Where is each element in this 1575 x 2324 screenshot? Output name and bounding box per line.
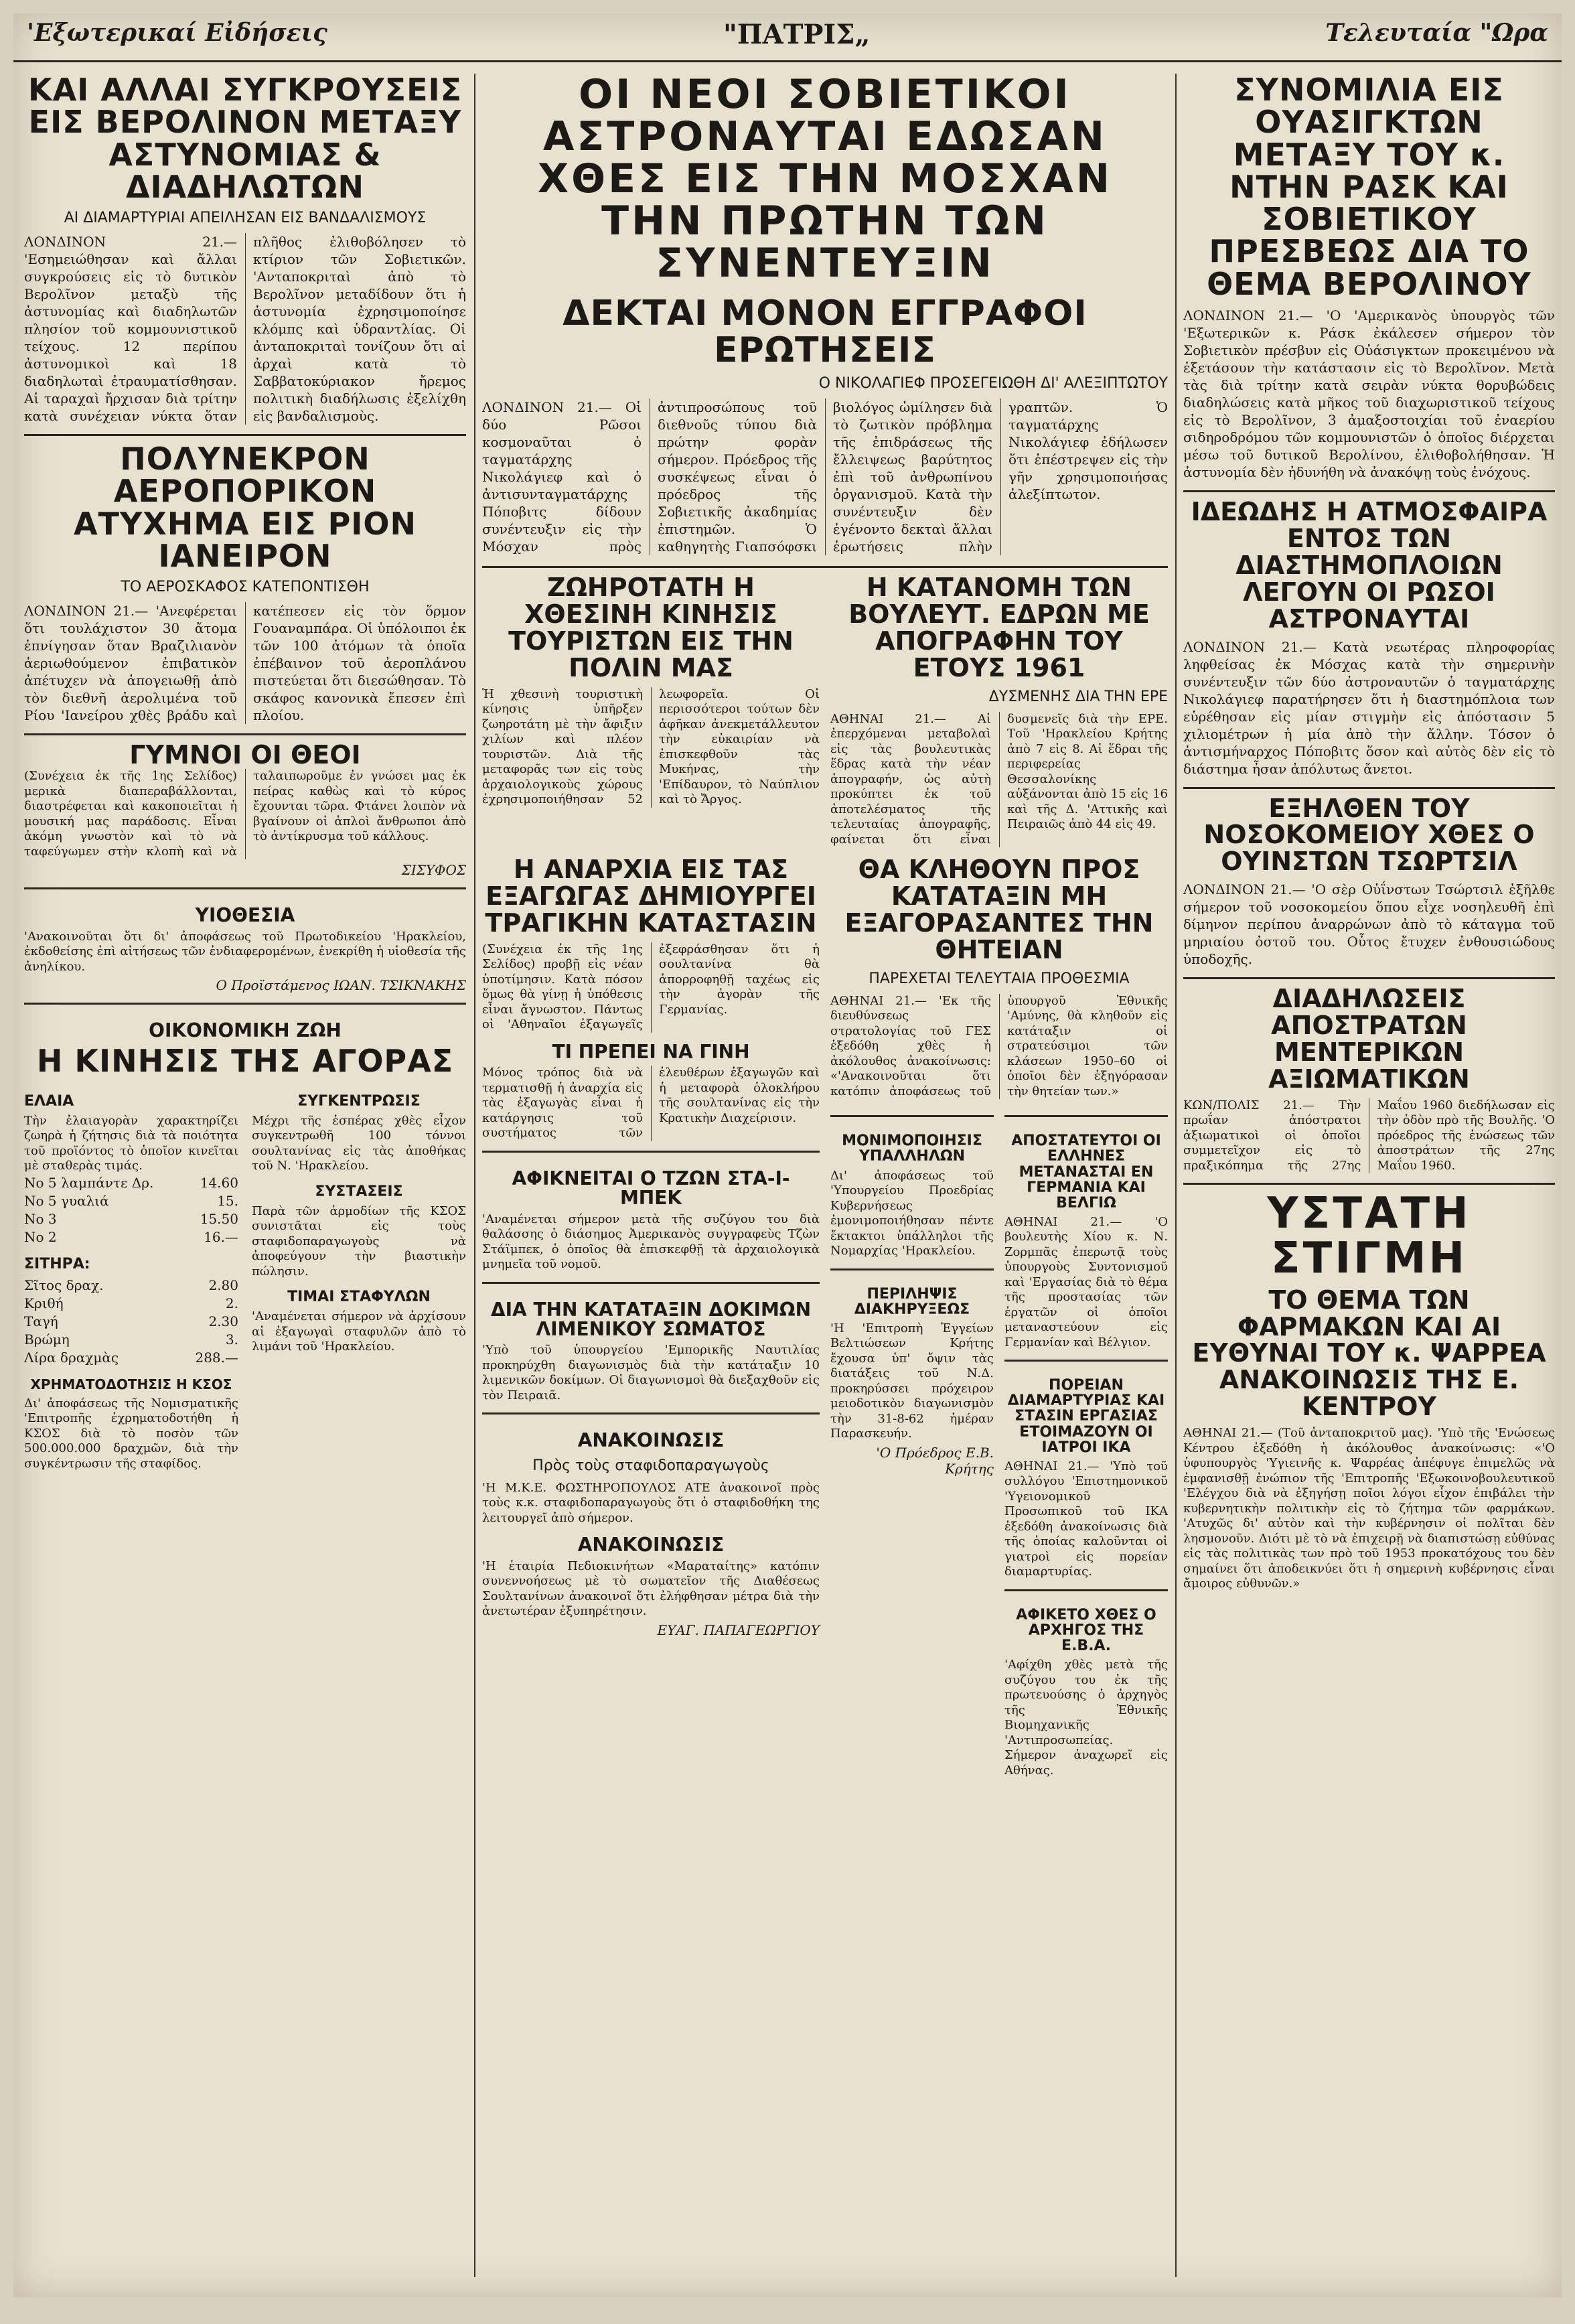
gods-body: (Συνέχεια ἐκ τῆς 1ης Σελίδος) μερικὰ διαπεραβάλλονται, διαστρέφεται καὶ κακοποιεῖται ἡ μουσική μας παράδοσις. Εἶναι ἀκόμη γνωστὸν καὶ τὸ νὰ ταφεύγωμεν στὴν κλοπὴ καὶ νὰ ταλαιπωροῦμε ἐν γνώσει μας ἐκ πείρας καθὼς καὶ τὸ κύρος ἔχουνται τῶρα. Φτάνει λοιπὸν νὰ βγαίνουν οἱ ἁπλοὶ ἄνθρωποι ἀπὸ τὸ ἀντίκρυσμα τοῦ κάλλους. (24, 769, 466, 859)
right-column (1183, 74, 1555, 2277)
adoption-signature: Ο Προϊστάμενος ΙΩΑΝ. ΤΣΙΚΝΑΚΗΣ (216, 977, 466, 994)
grain-heading: ΣΙΤΗΡΑ: (24, 1255, 90, 1273)
ika-headline: ΠΟΡΕΙΑΝ ΔΙΑΜΑΡΤΥΡΙΑΣ ΚΑΙ ΣΤΑΣΙΝ ΕΡΓΑΣΙΑΣ ΕΤΟΙΜΑΖΟΥΝ ΟΙ ΙΑΤΡΟΙ ΙΚΑ (1007, 1377, 1165, 1456)
adoption-notice (24, 887, 466, 993)
price-row (24, 1349, 238, 1367)
price-row (24, 1174, 238, 1192)
price-label: Σῖτος δραχ. (24, 1277, 104, 1293)
grain-price-list (24, 1277, 238, 1367)
price-row (24, 1192, 238, 1210)
price-label: Ταγή (24, 1313, 58, 1329)
brazil-headline: ΠΟΛΥΝΕΚΡΟΝ ΑΕΡΟΠΟΡΙΚΟΝ ΑΤΥΧΗΜΑ ΕΙΣ ΡΙΟΝ ΙΑΝΕΙΡΟΝ (73, 441, 417, 575)
eda-headline: ΑΦΙΚΕΤΟ ΧΘΕΣ Ο ΑΡΧΗΓΟΣ ΤΗΣ Ε.Β.Α. (1016, 1606, 1156, 1654)
oil-text: Τὴν ἐλαιαγορὰν χαρακτηρίζει ζωηρὰ ἡ ζήτησις διὰ τὰ ποιότητα τοῦ προϊόντος τὸ ὁποῖον κινεῖται μὲ σταθερὰς τιμάς. (24, 1113, 238, 1173)
anarchy-article (482, 857, 820, 1778)
price-value: 14.60 (200, 1174, 238, 1191)
circulars-body: 'Η 'Επιτροπὴ Ἐγγείων Βελτιώσεων Κρήτης ἔχουσα ὑπ' ὄψιν τὰς διατάξεις τοῦ Ν.Δ. προκηρύσσει πρόχειρον μειοδοτικὸν διαγωνισμὸν τὴν 31-8-62 ἡμέραν Παρασκευήν. (830, 1321, 994, 1441)
price-row (24, 1228, 238, 1246)
last-minute-headline: ΥΣΤΑΤΗ ΣΤΙΓΜΗ (1267, 1189, 1471, 1284)
brazil-subtitle: ΤΟ ΑΕΡΟΣΚΑΦΟΣ ΚΑΤΕΠΟΝΤΙΣΘΗ (121, 579, 370, 596)
tourists-article (482, 575, 820, 847)
ports-headline: ΔΙΑ ΤΗΝ ΚΑΤΑΤΑΞΙΝ ΔΟΚΙΜΩΝ ΛΙΜΕΝΙΚΟΥ ΣΩΜΑΤΟΣ (490, 1298, 812, 1340)
atmosphere-headline: ΙΔΕΩΔΗΣ Η ΑΤΜΟΣΦΑΙΡΑ ΕΝΤΟΣ ΤΩΝ ΔΙΑΣΤΗΜΟΠΛΟΙΩΝ ΛΕΓΟΥΝ ΟΙ ΡΩΣΟΙ ΑΣΤΡΟΝΑΥΤΑΙ (1191, 497, 1548, 634)
column-rule (474, 74, 475, 2277)
soviet-deck: Ο ΝΙΚΟΛΑΓΙΕΦ ΠΡΟΣΕΓΕΙΩΘΗ ΔΙ' ΑΛΕΞΙΠΤΩΤΟΥ (818, 375, 1168, 392)
brazil-article (24, 434, 466, 724)
price-value: 2. (225, 1295, 238, 1311)
price-label: Νο 5 λαμπάντε Δρ. (24, 1174, 154, 1191)
hq-text: 'Αναμένεται σήμερον νὰ ἀρχίσουν αἱ ἐξαγωγαὶ σταφυλῶν ἀπὸ τὸ λιμάνι τοῦ 'Ηρακλείου. (252, 1309, 466, 1354)
tourists-body: Ἡ χθεσινὴ τουριστικὴ κίνησις ὑπῆρξεν ζωηροτάτη μὲ τὴν ἄφιξιν χιλίων καὶ πλέον τουριστῶν. Διὰ τῆς μεταφορᾶς των εἰς τοὺς ἀρχαιολογικοὺς χώρους ἐχρησιμοποιήθησαν 52 λεωφορεῖα. Οἱ περισσότεροι τούτων δὲν ἀφῆκαν ἀνεκμετάλλευτον τὴν εὐκαιρίαν νὰ ἐπισκεφθοῦν τὰς Μυκήνας, τὴν 'Επίδαυρον, τὸ Ναύπλιον καὶ τὸ Ἄργος. (482, 686, 820, 807)
seats-article (830, 575, 1168, 847)
seats-body: ΑΘΗΝΑΙ 21.— Αἱ ἐπερχόμεναι μεταβολαὶ εἰς τὰς βουλευτικὰς ἕδρας κατὰ τὴν νέαν ἀπογραφήν, ὡς αὐτὴ προκύπτει ἐκ τοῦ ἀποτελέσματος τῆς τελευταίας ἀπογραφῆς, φαίνεται ὅτι εἶναι δυσμενεῖς διὰ τὴν ΕΡΕ. Τοῦ 'Ηρακλείου Κρήτης ἀπὸ 7 εἰς 8. Αἱ ἕδραι τῆς περιφερείας Θεσσαλονίκης αὐξάνονται ἀπὸ 15 εἰς 16 καὶ τῆς Δ. 'Αττικῆς καὶ Πειραιῶς ἀπὸ 44 εἰς 49. (830, 711, 1168, 847)
kilgore-body: ΛΟΝΔΙΝΟΝ 21.— 'Ο 'Αμερικανὸς ὑπουργὸς τῶν 'Εξωτερικῶν κ. Ράσκ ἐκάλεσεν σήμερον τὸν Σοβιετικὸν πρέσβυν εἰς Οὐάσιγκτων προκειμένου νὰ ἐξετάσουν τὴν κατάστασιν εἰς τὸ Βερολῖνον. Μετὰ τὰς διὰ τρίτην κατὰ σειρὰν νύκτα θορυβώδεις διαδηλώσεις κατὰ μῆκος τοῦ διαχωριστικοῦ τείχους εἰς τὸ Βερολῖνον, 3 ἀμαξοστοιχίαι τοῦ ἐναερίου σιδηροδρόμου τῶν κομμουνιστῶν ὁ ὁποῖος διέρχεται μέσω τοῦ δυτικοῦ Βερολίνου, ἐλιθοβολήθησαν. Ἡ ἀστυνομία δὲν ἠδυνήθη νὰ ἀνακόψῃ τοὺς ἐνόχους. (1183, 307, 1555, 481)
circulars-headline: ΠΕΡΙΛΗΨΙΣ ΔΙΑΚΗΡΥΞΕΩΣ (854, 1285, 970, 1318)
price-value: 2.80 (208, 1277, 238, 1293)
market-prices (24, 1084, 238, 1472)
hospital-article (1183, 787, 1555, 968)
gods-signature: ΣΙΣΥΦΟΣ (401, 862, 466, 879)
berlin-subtitle: ΑΙ ΔΙΑΜΑΡΤΥΡΙΑΙ ΑΠΕΙΛΗΣΑΝ ΕΙΣ ΒΑΝΔΑΛΙΣΜΟΥΣ (64, 210, 427, 227)
center-column (482, 74, 1168, 2277)
price-row (24, 1295, 238, 1313)
price-label: Κριθή (24, 1295, 64, 1311)
cur-heading: ΣΥΓΚΕΝΤΡΩΣΙΣ (297, 1092, 421, 1110)
newspaper-page (13, 13, 1562, 2297)
price-value: 16.— (204, 1228, 238, 1245)
market-headline: Η ΚΙΝΗΣΙΣ ΤΗΣ ΑΓΟΡΑΣ (36, 1042, 454, 1079)
cur-text: Μέχρι τῆς ἑσπέρας χθὲς εἶχον συγκεντρωθῆ 100 τόννοι σουλτανίνας εἰς τὰς ἀποθήκας τοῦ Ν. 'Ηρακλείου. (252, 1113, 466, 1173)
eda-body: 'Αφίχθη χθὲς μετὰ τῆς συζύγου του ἐκ τῆς πρωτευούσης ὁ ἀρχηγὸς τῆς Ἐθνικῆς Βιομηχανικῆς 'Αντιπροσωπείας. Σήμερον ἀναχωρεῖ εἰς Αθήνας. (1004, 1658, 1168, 1777)
soviet-subtitle: ΔΕΚΤΑΙ ΜΟΝΟΝ ΕΓΓΡΑΦΟΙ ΕΡΩΤΗΣΕΙΣ (562, 293, 1088, 370)
anarchy-body: (Συνέχεια ἐκ τῆς 1ης Σελίδος) προβῇ εἰς νέαν ὑποτίμησιν. Κατὰ πόσον ὅμως θὰ γίνῃ ἡ ὑπόθεσις εἶναι ἄγνωστον. Πάντως οἱ 'Αθηναῖοι ἐξαγωγεῖς ἐξεφράσθησαν ὅτι ἡ σουλτανίνα θὰ ἀπορροφηθῇ ταχέως εἰς τὴν ἀγορὰν τῆς Γερμανίας. (482, 942, 820, 1032)
price-label: Νο 2 (24, 1228, 57, 1245)
announce2-headline: ΑΝΑΚΟΙΝΩΣΙΣ (577, 1534, 725, 1556)
tourists-headline: ΖΩΗΡΟΤΑΤΗ Η ΧΘΕΣΙΝΗ ΚΙΝΗΣΙΣ ΤΟΥΡΙΣΤΩΝ ΕΙΣ ΤΗΝ ΠΟΛΙΝ ΜΑΣ (508, 573, 794, 682)
price-row (24, 1331, 238, 1349)
stat-text: Παρὰ τῶν ἁρμοδίων τῆς ΚΣΟΣ συνιστᾶται εἰς τοὺς σταφιδοπαραγωγοὺς νὰ ἀποφεύγουν τὴν βιαστικὴν πώλησιν. (252, 1204, 466, 1279)
masthead (13, 13, 1562, 62)
officers-article (1183, 977, 1555, 1173)
stadium-body: 'Αναμένεται σήμερον μετὰ τῆς συζύγου του διὰ θαλάσσης ὁ διάσημος Ἀμερικανὸς συγγραφεὺς Τζὼν Στάϊμπεκ, ὁ ὁποῖος θὰ ἐπισκεφθῇ τὰ ἀρχαιολογικὰ μνημεῖα τοῦ νομοῦ. (482, 1212, 820, 1272)
price-value: 15.50 (200, 1210, 238, 1227)
column-rule (1175, 74, 1177, 2277)
right-center-stack (830, 857, 1168, 1778)
hospital-headline: ΕΞΗΛΘΕΝ ΤΟΥ ΝΟΣΟΚΟΜΕΙΟΥ ΧΘΕΣ Ο ΟΥΙΝΣΤΩΝ ΤΣΩΡΤΣΙΛ (1203, 793, 1535, 877)
price-label: Νο 5 γυαλιά (24, 1192, 109, 1209)
last-minute-body: ΑΘΗΝΑΙ 21.— (Τοῦ ἀνταποκριτοῦ μας). 'Υπὸ τῆς 'Ενώσεως Κέντρου ἐξεδόθη ἡ ἀκόλουθος ἀνακοίνωσις: «'Ο ὑφυπουργὸς 'Υγιεινῆς κ. Ψαρρέας ἀπέφυγε ἐπιμελῶς νὰ ἐμφανισθῇ ἐνώπιον τῆς 'Επιτροπῆς 'Εξωκοινοβουλευτικοῦ 'Ελέγχου διὰ νὰ ἐξηγήσῃ ποῖοι λόγοι εἶχον ἐπιβάλει τὴν κυβερνητικὴν πολιτικὴν εἰς τὸ ζήτημα τῶν φαρμάκων. 'Ατυχῶς δι' αὐτὸν καὶ τὴν κυβέρνησιν οἱ πολῖται δὲν λησμονοῦν. Διότι μὲ τὸ νὰ ἐπιχειρῇ νὰ διαπιστώσῃ εὐθύνας εἰς τὰς πολιτικὰς των πρὸ τοῦ 1953 προκατόχους του δὲν σημαίνει ὅτι ἀποδεικνύει ὅτι ἡ σημερινὴ κυβέρνησις εἶναι ἄμοιρος εὐθυνῶν.» (1183, 1426, 1555, 1591)
appointees-headline: ΜΟΝΙΜΟΠΟΙΗΣΙΣ ΥΠΑΛΛΗΛΩΝ (842, 1133, 982, 1165)
stadium-headline: ΑΦΙΚΝΕΙΤΑΙ Ο ΤΖΩΝ ΣΤΑ-Ι-ΜΠΕΚ (512, 1167, 790, 1210)
price-value: 2.30 (208, 1313, 238, 1329)
adoption-body: 'Ανακοινοῦται ὅτι δι' ἀποφάσεως τοῦ Πρωτοδικείου 'Ηρακλείου, ἐκδοθείσης ἐπὶ αἰτήσεως τῶν ἐνδιαφερομένων, ἐνεκρίθη ἡ υἱοθεσία τῆς ἀνηλίκου. (24, 929, 466, 974)
price-value: 15. (217, 1192, 238, 1209)
announce-body: 'Η Μ.Κ.Ε. ΦΩΣΤΗΡΟΠΟΥΛΟΣ ΑΤΕ ἀνακοινοῖ πρὸς τοὺς κ.κ. σταφιδοπαραγωγοὺς ὅτι ὁ σταφιδοθήκη της λειτουργεῖ ἀπὸ σήμερον. (482, 1480, 820, 1525)
hospital-body: ΛΟΝΔΙΝΟΝ 21.— 'Ο σὲρ Οὐΐνστων Τσώρτσιλ ἐξῆλθε σήμερον τοῦ νοσοκομείου ὅπου εἶχε νοσηλευθῆ ἐπὶ δίμηνον περίπου ἀναρρώνων ἀπὸ τὸ κάταγμα τοῦ μηριαίου ὀστοῦ του. Οὗτος ἔτυχεν ἐνθουσιώδους ὑποδοχῆς. (1183, 881, 1555, 968)
stat-heading: ΣΥΣΤΑΣΕΙΣ (315, 1183, 403, 1200)
officers-headline: ΔΙΑΔΗΛΩΣΕΙΣ ΑΠΟΣΤΡΑΤΩΝ ΜΕΝΤΕΡΙΚΩΝ ΑΞΙΩΜΑΤΙΚΩΝ (1268, 984, 1470, 1094)
khtheian-body: ΑΘΗΝΑΙ 21.— 'Εκ τῆς διευθύνσεως στρατολογίας τοῦ ΓΕΣ ἐξεδόθη χθὲς ἡ ἀκόλουθος ἀνακοίνωσις: «'Ανακοινοῦται ὅτι κατόπιν ἀποφάσεως τοῦ ὑπουργοῦ Ἐθνικῆς 'Αμύνης, θὰ κληθοῦν εἰς κατάταξιν οἱ στρατεύσιμοι τῶν κλάσεων 1950–60 οἱ ὁποῖοι δὲν ἐξηγόρασαν τὴν θητείαν των.» (830, 993, 1168, 1098)
migrants-headline: ΑΠΟΣΤΑΤΕΥΤΟΙ ΟΙ ΕΛΛΗΝΕΣ ΜΕΤΑΝΑΣΤΑΙ ΕΝ ΓΕΡΜΑΝΙΑ ΚΑΙ ΒΕΛΓΙΩ (1011, 1133, 1161, 1212)
last-minute-article (1183, 1183, 1555, 1591)
left-column (24, 74, 466, 2277)
price-label: Βρώμη (24, 1331, 70, 1348)
brazil-body: ΛΟΝΔΙΝΟΝ 21.— 'Ανεφέρεται ὅτι τουλάχιστον 30 ἄτομα ἐπνίγησαν ὅταν Βραζιλιανὸν ἀεριωθούμενον ἐπιβατικὸν ἀπέτυχεν νὰ ἀπογειωθῇ ἀπὸ τὸν διεθνῆ ἀερολιμένα τοῦ Ρίου 'Ιανείρου χθὲς βράδυ καὶ κατέπεσεν εἰς τὸν ὅρμον Γουαναμπάρα. Οἱ ὑπόλοιποι ἐκ τῶν 100 ἀτόμων τὰ ὁποῖα ἐπέβαινον τοῦ ἀεροπλάνου πιστεύεται ὅτι διεσώθησαν. Τὸ σκάφος κανονικὰ ἔπεσεν ἐπὶ πλοίου. (24, 603, 466, 724)
oil-price-list (24, 1174, 238, 1246)
announce-sub: Πρὸς τοὺς σταφιδοπαραγωγοὺς (532, 1457, 769, 1474)
migrants-body: ΑΘΗΝΑΙ 21.— 'Ο βουλευτὴς Χίου κ. Ν. Ζορμπᾶς ἐπερωτᾷ τοὺς ὑπουργοὺς Συντονισμοῦ καὶ 'Εργασίας διὰ τὸ θέμα τῆς προστασίας τῶν ἐργατῶν οἱ ὁποῖοι μεταναστεύουν εἰς Γερμανίαν καὶ Βέλγιον. (1004, 1214, 1168, 1350)
market-notes (252, 1084, 466, 1472)
price-value: 3. (225, 1331, 238, 1348)
khtheian-headline: ΘΑ ΚΛΗΘΟΥΝ ΠΡΟΣ ΚΑΤΑΤΑΞΙΝ ΜΗ ΕΞΑΓΟΡΑΣΑΝΤΕΣ ΤΗΝ ΘΗΤΕΙΑΝ (844, 855, 1154, 964)
kilgore-headline: ΣΥΝΟΜΙΛΙΑ ΕΙΣ ΟΥΑΣΙΓΚΤΩΝ ΜΕΤΑΞΥ ΤΟΥ κ. ΝΤΗΝ ΡΑΣΚ ΚΑΙ ΣΟΒΙΕΤΙΚΟΥ ΠΡΕΣΒΕΩΣ ΔΙΑ ΤΟ ΘΕΜΑ ΒΕΡΟΛΙΝΟΥ (1207, 74, 1531, 302)
announce-headline: ΑΝΑΚΟΙΝΩΣΙΣ (577, 1429, 725, 1452)
announce2-body: 'Η ἑταιρία Πεδιοκινήτων «Μαραταίτης» κατόπιν συνεννοήσεως μὲ τὸ σωματεῖον τῆς Διαθέσεως Σουλτανίνων ἀνακοινοῖ ὅτι ἐλήφθησαν μέτρα διὰ τὴν ἀνετωτέραν ἐξυπηρέτησιν. (482, 1558, 820, 1619)
ika-body: ΑΘΗΝΑΙ 21.— 'Υπὸ τοῦ συλλόγου 'Επιστημονικοῦ 'Υγειονομικοῦ Προσωπικοῦ τοῦ ΙΚΑ ἐξεδόθη ἀνακοίνωσις διὰ τῆς ὁποίας καλοῦνται οἱ γιατροὶ εἰς πορείαν διαμαρτυρίας. (1004, 1459, 1168, 1579)
price-label: Λίρα δραχμὰς (24, 1349, 119, 1366)
anarchy-box-body: Μόνος τρόπος διὰ νὰ τερματισθῇ ἡ ἀναρχία εἰς τὰς ἐξαγωγὰς εἶναι ἡ κατάργησις τοῦ συστήματος τῶν ἐλευθέρων ἐξαγωγῶν καὶ ἡ μεταφορὰ ὁλοκλήρου τῆς σουλτανίνας εἰς τὴν Κρατικὴν Διαχείρισιν. (482, 1066, 820, 1141)
masthead-left: 'Εξωτερικαί Εἰδήσεις (27, 19, 327, 47)
atmosphere-article (1183, 490, 1555, 777)
hq-heading: ΤΙΜΑΙ ΣΤΑΦΥΛΩΝ (287, 1289, 431, 1306)
market-section-label: ΟΙΚΟΝΟΜΙΚΗ ΖΩΗ (149, 1019, 342, 1042)
last-minute-subtitle: ΤΟ ΘΕΜΑ ΤΩΝ ΦΑΡΜΑΚΩΝ ΚΑΙ ΑΙ ΕΥΘΥΝΑΙ ΤΟΥ κ. ΨΑΡΡΕΑ ΑΝΑΚΟΙΝΩΣΙΣ ΤΗΣ Ε. ΚΕΝΤΡΟΥ (1192, 1285, 1546, 1422)
anarchy-box-headline: ΤΙ ΠΡΕΠΕΙ ΝΑ ΓΙΝΗ (552, 1040, 750, 1063)
soviet-headline: ΟΙ ΝΕΟΙ ΣΟΒΙΕΤΙΚΟΙ ΑΣΤΡΟΝΑΥΤΑΙ ΕΔΩΣΑΝ ΧΘΕΣ ΕΙΣ ΤΗΝ ΜΟΣΧΑΝ ΤΗΝ ΠΡΩΤΗΝ ΤΩΝ ΣΥΝΕΝΤΕΥΞΙΝ (537, 74, 1113, 287)
loan-text: Δι' ἀποφάσεως τῆς Νομισματικῆς 'Επιτροπῆς ἐχρηματοδοτήθη ἡ ΚΣΟΣ διὰ τὸ ποσὸν τῶν 500.000.000 δραχμῶν, διὰ τὴν συγκέντρωσιν τῆς σταφίδος. (24, 1396, 238, 1471)
khtheian-subtitle: ΠΑΡΕΧΕΤΑΙ ΤΕΛΕΥΤΑΙΑ ΠΡΟΘΕΣΜΙΑ (869, 970, 1130, 987)
seats-headline: Η ΚΑΤΑΝΟΜΗ ΤΩΝ ΒΟΥΛΕΥΤ. ΕΔΡΩΝ ΜΕ ΑΠΟΓΡΑΦΗΝ ΤΟΥ ΕΤΟΥΣ 1961 (848, 573, 1150, 682)
circulars-signature: 'Ο Πρόεδρος Ε.Β. Κρήτης (876, 1444, 994, 1477)
price-row (24, 1313, 238, 1331)
price-label: Νο 3 (24, 1210, 57, 1227)
market-section (24, 1003, 466, 1471)
berlin-headline: ΚΑΙ ΑΛΛΑΙ ΣΥΓΚΡΟΥΣΕΙΣ ΕΙΣ ΒΕΡΟΛΙΝΟΝ ΜΕΤΑΞΥ ΑΣΤΥΝΟΜΙΑΣ & ΔΙΑΔΗΛΩΤΩΝ (27, 74, 463, 205)
officers-body: ΚΩΝ/ΠΟΛΙΣ 21.— Τὴν πρωΐαν ἀπόστρατοι ἀξιωματικοὶ οἱ ὁποῖοι συμμετεῖχον εἰς τὸ πραξικόπημα τῆς 27ης Μαΐου 1960 διεδήλωσαν εἰς τὴν ὁδὸν πρὸ τῆς Βουλῆς. 'Ο πρόεδρος τῆς ἐνώσεως τῶν ἀποστράτων τῆς 27ης Μαΐου 1960. (1183, 1098, 1555, 1173)
price-value: 288.— (195, 1349, 238, 1366)
masthead-right: Τελευταία "Ωρα (1325, 19, 1548, 47)
appointees-body: Δι' ἀποφάσεως τοῦ 'Υπουργείου Προεδρίας Κυβερνήσεως ἐμονιμοποιήθησαν πέντε ἔκτακτοι ὑπάλληλοι τῆς Νομαρχίας 'Ηρακλείου. (830, 1168, 994, 1258)
seats-subtitle: ΔΥΣΜΕΝΗΣ ΔΙΑ ΤΗΝ ΕΡΕ (988, 688, 1168, 705)
anarchy-headline: Η ΑΝΑΡΧΙΑ ΕΙΣ ΤΑΣ ΕΞΑΓΩΓΑΣ ΔΗΜΙΟΥΡΓΕΙ ΤΡΑΓΙΚΗΝ ΚΑΤΑΣΤΑΣΙΝ (485, 855, 817, 938)
announce-signature: ΕΥΑΓ. ΠΑΠΑΓΕΩΡΓΙΟΥ (657, 1621, 820, 1638)
soviet-body: ΛΟΝΔΙΝΟΝ 21.— Οἱ δύο Ρῶσοι κοσμοναῦται ὁ ταγματάρχης Νικολάγιεφ καὶ ὁ ἀντισυνταγματάρχης Πόποβιτς δίδουν συνέντευξιν εἰς τὴν Μόσχαν πρὸς ἀντιπροσώπους τοῦ διεθνοῦς τύπου διὰ πρώτην φορὰν σήμερον. Πρόεδρος τῆς συσκέψεως εἶναι ὁ πρόεδρος τῆς Σοβιετικῆς ἀκαδημίας ἐπιστημῶν. Ὁ καθηγητὴς Γιαπσόφσκι βιολόγος ὡμίλησεν διὰ τὸ ζωτικὸν πρόβλημα τῆς ἐπιδράσεως τῆς ἔλλειψεως βαρύτητος ἐπὶ τοῦ ἀνθρωπίνου ὀργανισμοῦ. Κατὰ τὴν συνέντευξιν δὲν ἐγένοντο δεκταὶ ἄλλαι ἐρωτήσεις πλὴν γραπτῶν. Ὁ ταγματάρχης Νικολάγιεφ ἐδήλωσεν ὅτι ἐπέστρεψεν εἰς τὴν γῆν χρησιμοποιήσας ἀλεξίπτωτον. (482, 399, 1168, 555)
berlin-body: ΛΟΝΔΙΝΟΝ 21.— 'Εσημειώθησαν καὶ ἄλλαι συγκρούσεις εἰς τὸ δυτικὸν Βερολῖνον μεταξὺ τῆς ἀστυνομίας καὶ διαδηλωτῶν πλησίον τοῦ κομμουνιστικοῦ τείχους. 12 περίπου ἀστυνομικοὶ καὶ 18 διαδηλωταὶ ἐτραυματίσθησαν. Αἱ ταραχαὶ ἤρχισαν διὰ τρίτην κατὰ συνέχειαν νύκτα ὅταν πλῆθος ἐλιθοβόλησεν τὸ κτίριον τῶν Σοβιετικῶν. 'Ανταποκριταὶ ἀπὸ τὸ Βερολῖνον μεταδίδουν ὅτι ἡ ἀστυνομία ἐχρησιμοποίησε κλόμπς καὶ ὑδραντλίας. Οἱ ἀνταποκριταὶ τονίζουν ὅτι αἱ ἀρχαὶ κατὰ τὸ Σαββατοκύριακον ἤρεμος πολιτικὴ διαδήλωσις ἐξελίχθη εἰς βανδαλισμοὺς. (24, 234, 466, 425)
oil-heading: ΕΛΑΙΑ (24, 1092, 74, 1110)
price-row (24, 1210, 238, 1228)
gods-headline: ΓΥΜΝΟΙ ΟΙ ΘΕΟΙ (129, 740, 361, 770)
price-row (24, 1277, 238, 1295)
ports-body: 'Υπὸ τοῦ ὑπουργείου 'Εμπορικῆς Ναυτιλίας προκηρύχθη διαγωνισμὸς διὰ τὴν κατάταξιν 10 λιμενικῶν δοκίμων. Οἱ διαγωνισμοὶ θὰ διεξαχθοῦν εἰς τὸν Πειραιᾶ. (482, 1343, 820, 1402)
atmosphere-body: ΛΟΝΔΙΝΟΝ 21.— Κατὰ νεωτέρας πληροφορίας ληφθείσας ἐκ Μόσχας κατὰ τὴν σημερινὴν συνέντευξιν τῶν δύο ἀστροναυτῶν ὁ ταγματάρχης Νικολάγιεφ παρατήρησεν ὅτι ἡ διαστημόπλοια των εὑρέθησαν εἰς μίαν στιγμὴν εἰς ἀπόστασιν 5 χιλιομέτρων ἡ μία ἀπὸ τὴν ἄλλην. Τόσον ὁ ἀντισμήναρχος Πόποβιτς ὅσον καὶ αὐτὸς δὲν εἰς τὸ διάστημα ἦσαν ἀπόλυτως ἄνετοι. (1183, 638, 1555, 777)
loan-heading: ΧΡΗΜΑΤΟΔΟΤΗΣΙΣ Η ΚΣΟΣ (30, 1376, 232, 1392)
gods-article (24, 733, 466, 878)
masthead-title: "ΠΑΤΡΙΣ„ (723, 19, 871, 50)
adoption-headline: ΥΙΟΘΕΣΙΑ (195, 904, 295, 927)
